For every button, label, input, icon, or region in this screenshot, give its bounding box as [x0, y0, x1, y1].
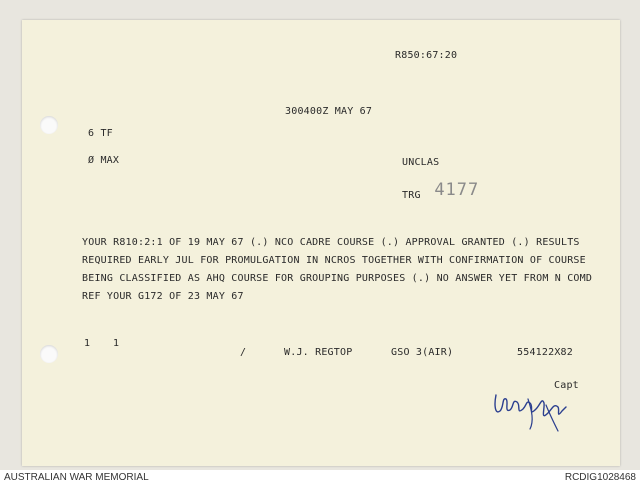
trg-group — [402, 180, 480, 201]
trg-number: 4177 — [434, 180, 480, 200]
message-line: REQUIRED EARLY JUL FOR PROMULGATION IN NCROS TOGETHER WITH CONFIRMATION OF COURSE — [82, 255, 586, 266]
message-line: YOUR R810:2:1 OF 19 MAY 67 (.) NCO CADRE COURSE (.) APPROVAL GRANTED (.) RESULTS — [82, 237, 580, 248]
service-number: 554122X82 — [517, 347, 573, 358]
to-field: Ø MAX — [88, 155, 120, 166]
count-a: 1 — [84, 338, 91, 349]
trg-label: TRG — [402, 190, 421, 201]
punch-hole — [40, 345, 58, 363]
rank: Capt — [554, 380, 579, 391]
appointment: GSO 3(AIR) — [391, 347, 454, 358]
classification: UNCLAS — [402, 157, 440, 168]
archive-id: RCDIG1028468 — [564, 472, 636, 483]
archive-credit: AUSTRALIAN WAR MEMORIAL — [4, 472, 149, 483]
count-b: 1 — [113, 338, 120, 349]
message-form — [22, 20, 620, 466]
slash-mark: / — [240, 347, 247, 358]
message-line: BEING CLASSIFIED AS AHQ COURSE FOR GROUPING PURPOSES (.) NO ANSWER YET FROM N COMD — [82, 273, 593, 284]
from-field: 6 TF — [88, 128, 113, 139]
signature-image — [492, 385, 572, 433]
message-line: REF YOUR G172 OF 23 MAY 67 — [82, 291, 244, 302]
reference-number: R850:67:20 — [395, 50, 458, 61]
date-time-group: 300400Z MAY 67 — [285, 106, 373, 117]
punch-hole — [40, 116, 58, 134]
originator-name: W.J. REGTOP — [284, 347, 353, 358]
